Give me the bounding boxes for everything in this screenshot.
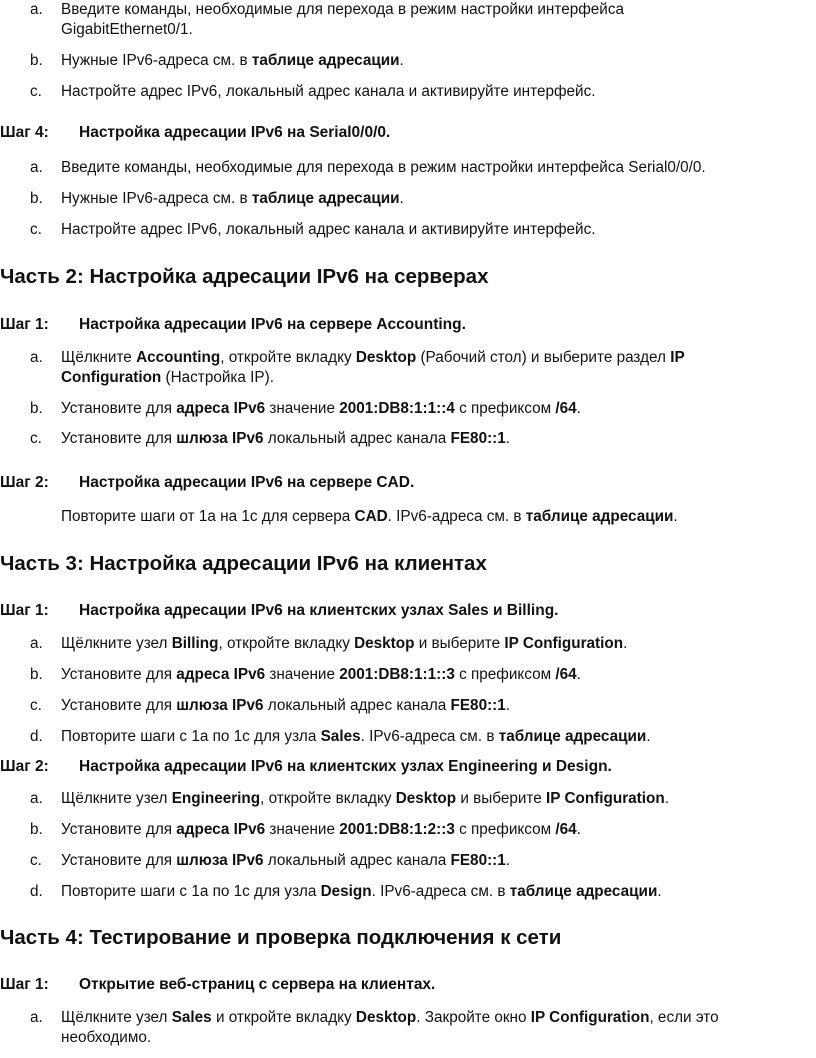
part-heading: Часть 4: Тестирование и проверка подключения к сети	[0, 926, 562, 949]
list-marker: a.	[30, 790, 43, 807]
list-item: Установите для адреса IPv6 значение 2001:DB8:1:1::4 с префиксом /64.	[61, 400, 581, 417]
step-title: Настройка адресации IPv6 на сервере CAD.	[79, 474, 415, 491]
list-item: Щёлкните узел Engineering, откройте вкладку Desktop и выберите IP Configuration.	[61, 790, 669, 807]
step-number: Шаг 2:	[0, 758, 49, 775]
paragraph: Повторите шаги от 1a на 1c для сервера CAD. IPv6-адреса см. в таблице адресации.	[61, 508, 678, 525]
part-heading: Часть 3: Настройка адресации IPv6 на клиентах	[0, 552, 487, 575]
list-item: Настройте адрес IPv6, локальный адрес канала и активируйте интерфейс.	[61, 221, 596, 238]
list-item: Установите для адреса IPv6 значение 2001:DB8:1:1::3 с префиксом /64.	[61, 666, 581, 683]
list-marker: b.	[30, 52, 43, 69]
list-item: Щёлкните узел Billing, откройте вкладку Desktop и выберите IP Configuration.	[61, 635, 628, 652]
part-heading: Часть 2: Настройка адресации IPv6 на серверах	[0, 265, 489, 288]
list-marker: c.	[30, 221, 42, 238]
list-item: Установите для шлюза IPv6 локальный адрес канала FE80::1.	[61, 697, 511, 714]
list-item: Нужные IPv6-адреса см. в таблице адресации.	[61, 190, 404, 207]
list-marker: c.	[30, 697, 42, 714]
list-item: Повторите шаги с 1a по 1c для узла Sales. IPv6-адреса см. в таблице адресации.	[61, 728, 651, 745]
list-marker: b.	[30, 666, 43, 683]
list-item: Щёлкните Accounting, откройте вкладку Desktop (Рабочий стол) и выберите раздел IP Configuration (Настройка IP).	[61, 349, 685, 386]
list-item: Щёлкните узел Sales и откройте вкладку Desktop. Закройте окно IP Configuration, если это необходимо.	[61, 1009, 719, 1046]
list-marker: a.	[30, 1, 43, 18]
list-item: Введите команды, необходимые для перехода в режим настройки интерфейса GigabitEthernet0/1.	[61, 1, 624, 38]
step-number: Шаг 1:	[0, 316, 49, 333]
list-marker: b.	[30, 400, 43, 417]
list-item: Повторите шаги с 1a по 1c для узла Design. IPv6-адреса см. в таблице адресации.	[61, 883, 662, 900]
list-item: Установите для шлюза IPv6 локальный адрес канала FE80::1.	[61, 852, 511, 869]
list-marker: a.	[30, 349, 43, 366]
list-marker: d.	[30, 728, 43, 745]
list-marker: a.	[30, 1009, 43, 1026]
step-title: Настройка адресации IPv6 на клиентских узлах Sales и Billing.	[79, 602, 559, 619]
step-number: Шаг 2:	[0, 474, 49, 491]
list-item: Установите для адреса IPv6 значение 2001:DB8:1:2::3 с префиксом /64.	[61, 821, 581, 838]
step-number: Шаг 4:	[0, 124, 49, 141]
list-marker: c.	[30, 430, 42, 447]
list-marker: b.	[30, 190, 43, 207]
list-item: Настройте адрес IPv6, локальный адрес канала и активируйте интерфейс.	[61, 83, 596, 100]
list-marker: c.	[30, 852, 42, 869]
list-marker: c.	[30, 83, 42, 100]
list-item: Установите для шлюза IPv6 локальный адрес канала FE80::1.	[61, 430, 511, 447]
step-title: Настройка адресации IPv6 на сервере Accounting.	[79, 316, 466, 333]
list-marker: a.	[30, 635, 43, 652]
list-marker: b.	[30, 821, 43, 838]
list-item: Нужные IPv6-адреса см. в таблице адресации.	[61, 52, 404, 69]
step-title: Открытие веб-страниц с сервера на клиентах.	[79, 976, 436, 993]
list-item: Введите команды, необходимые для перехода в режим настройки интерфейса Serial0/0/0.	[61, 159, 706, 176]
step-number: Шаг 1:	[0, 602, 49, 619]
step-number: Шаг 1:	[0, 976, 49, 993]
step-title: Настройка адресации IPv6 на клиентских узлах Engineering и Design.	[79, 758, 612, 775]
step-title: Настройка адресации IPv6 на Serial0/0/0.	[79, 124, 391, 141]
list-marker: d.	[30, 883, 43, 900]
list-marker: a.	[30, 159, 43, 176]
